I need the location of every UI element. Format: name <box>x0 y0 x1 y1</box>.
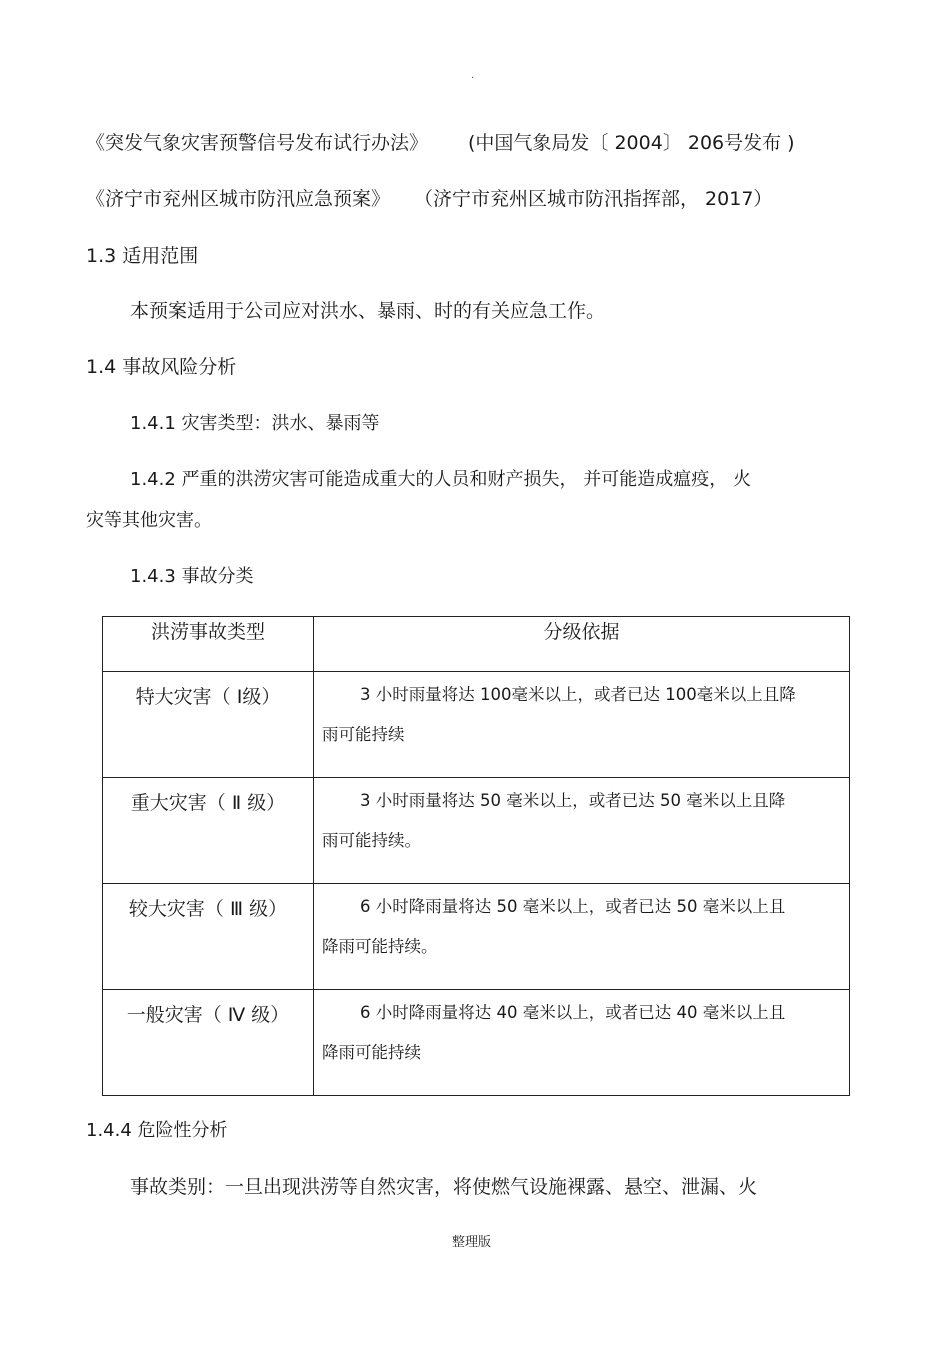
table-cell-basis <box>314 672 850 778</box>
disaster-classification-table <box>102 616 850 1096</box>
table-cell-level: 较大灾害（ Ⅲ 级） <box>103 884 314 990</box>
basis-line2: 降雨可能持续。 <box>322 937 438 956</box>
table-cell-basis <box>314 778 850 884</box>
section-1-3-heading: 1.3 适用范围 <box>86 245 199 267</box>
basis-line2: 雨可能持续 <box>322 725 405 744</box>
table-row <box>103 990 850 1096</box>
reference-2-source: （济宁市兖州区城市防汛指挥部， 2017） <box>414 188 773 210</box>
table-row <box>103 672 850 778</box>
section-1-4-2-line2: 灾等其他灾害。 <box>86 510 212 531</box>
reference-1-source: (中国气象局发〔 2004〕 206号发布 ) <box>468 132 795 154</box>
section-1-4-4-heading: 1.4.4 危险性分析 <box>86 1120 228 1141</box>
section-1-4-4-body: 事故类别：一旦出现洪涝等自然灾害，将使燃气设施裸露、悬空、泄漏、火 <box>130 1176 758 1198</box>
table-header-row <box>103 617 850 672</box>
section-1-4-heading: 1.4 事故风险分析 <box>86 356 237 378</box>
section-1-4-3: 1.4.3 事故分类 <box>130 566 254 587</box>
table-cell-level: 特大灾害（ Ⅰ级） <box>103 672 314 778</box>
basis-line2: 降雨可能持续 <box>322 1043 421 1062</box>
reference-2 <box>86 184 772 211</box>
page-mark: . <box>471 70 475 81</box>
page-footer: 整理版 <box>452 1235 492 1250</box>
table-cell-basis <box>314 990 850 1096</box>
table-cell-level: 重大灾害（ Ⅱ 级） <box>103 778 314 884</box>
section-1-4-2-line1: 1.4.2 严重的洪涝灾害可能造成重大的人员和财产损失， 并可能造成瘟疫， 火 <box>130 469 751 490</box>
basis-line1: 6 小时降雨量将达 50 毫米以上，或者已达 50 毫米以上且 <box>360 897 786 916</box>
reference-1 <box>86 128 795 155</box>
basis-line2: 雨可能持续。 <box>322 831 421 850</box>
table-header-type: 洪涝事故类型 <box>103 617 314 672</box>
basis-line1: 6 小时降雨量将达 40 毫米以上，或者已达 40 毫米以上且 <box>360 1003 786 1022</box>
section-1-4-1: 1.4.1 灾害类型：洪水、暴雨等 <box>130 413 380 434</box>
table-cell-level: 一般灾害（ Ⅳ 级） <box>103 990 314 1096</box>
table-row <box>103 884 850 990</box>
table-header-basis: 分级依据 <box>314 617 850 672</box>
reference-2-name: 《济宁市兖州区城市防汛应急预案》 <box>86 188 391 210</box>
basis-line1: 3 小时雨量将达 100毫米以上，或者已达 100毫米以上且降 <box>360 685 796 704</box>
table-cell-basis <box>314 884 850 990</box>
section-1-3-body: 本预案适用于公司应对洪水、暴雨、时的有关应急工作。 <box>130 300 606 322</box>
reference-1-name: 《突发气象灾害预警信号发布试行办法》 <box>86 132 429 154</box>
basis-line1: 3 小时雨量将达 50 毫米以上，或者已达 50 毫米以上且降 <box>360 791 786 810</box>
table-row <box>103 778 850 884</box>
